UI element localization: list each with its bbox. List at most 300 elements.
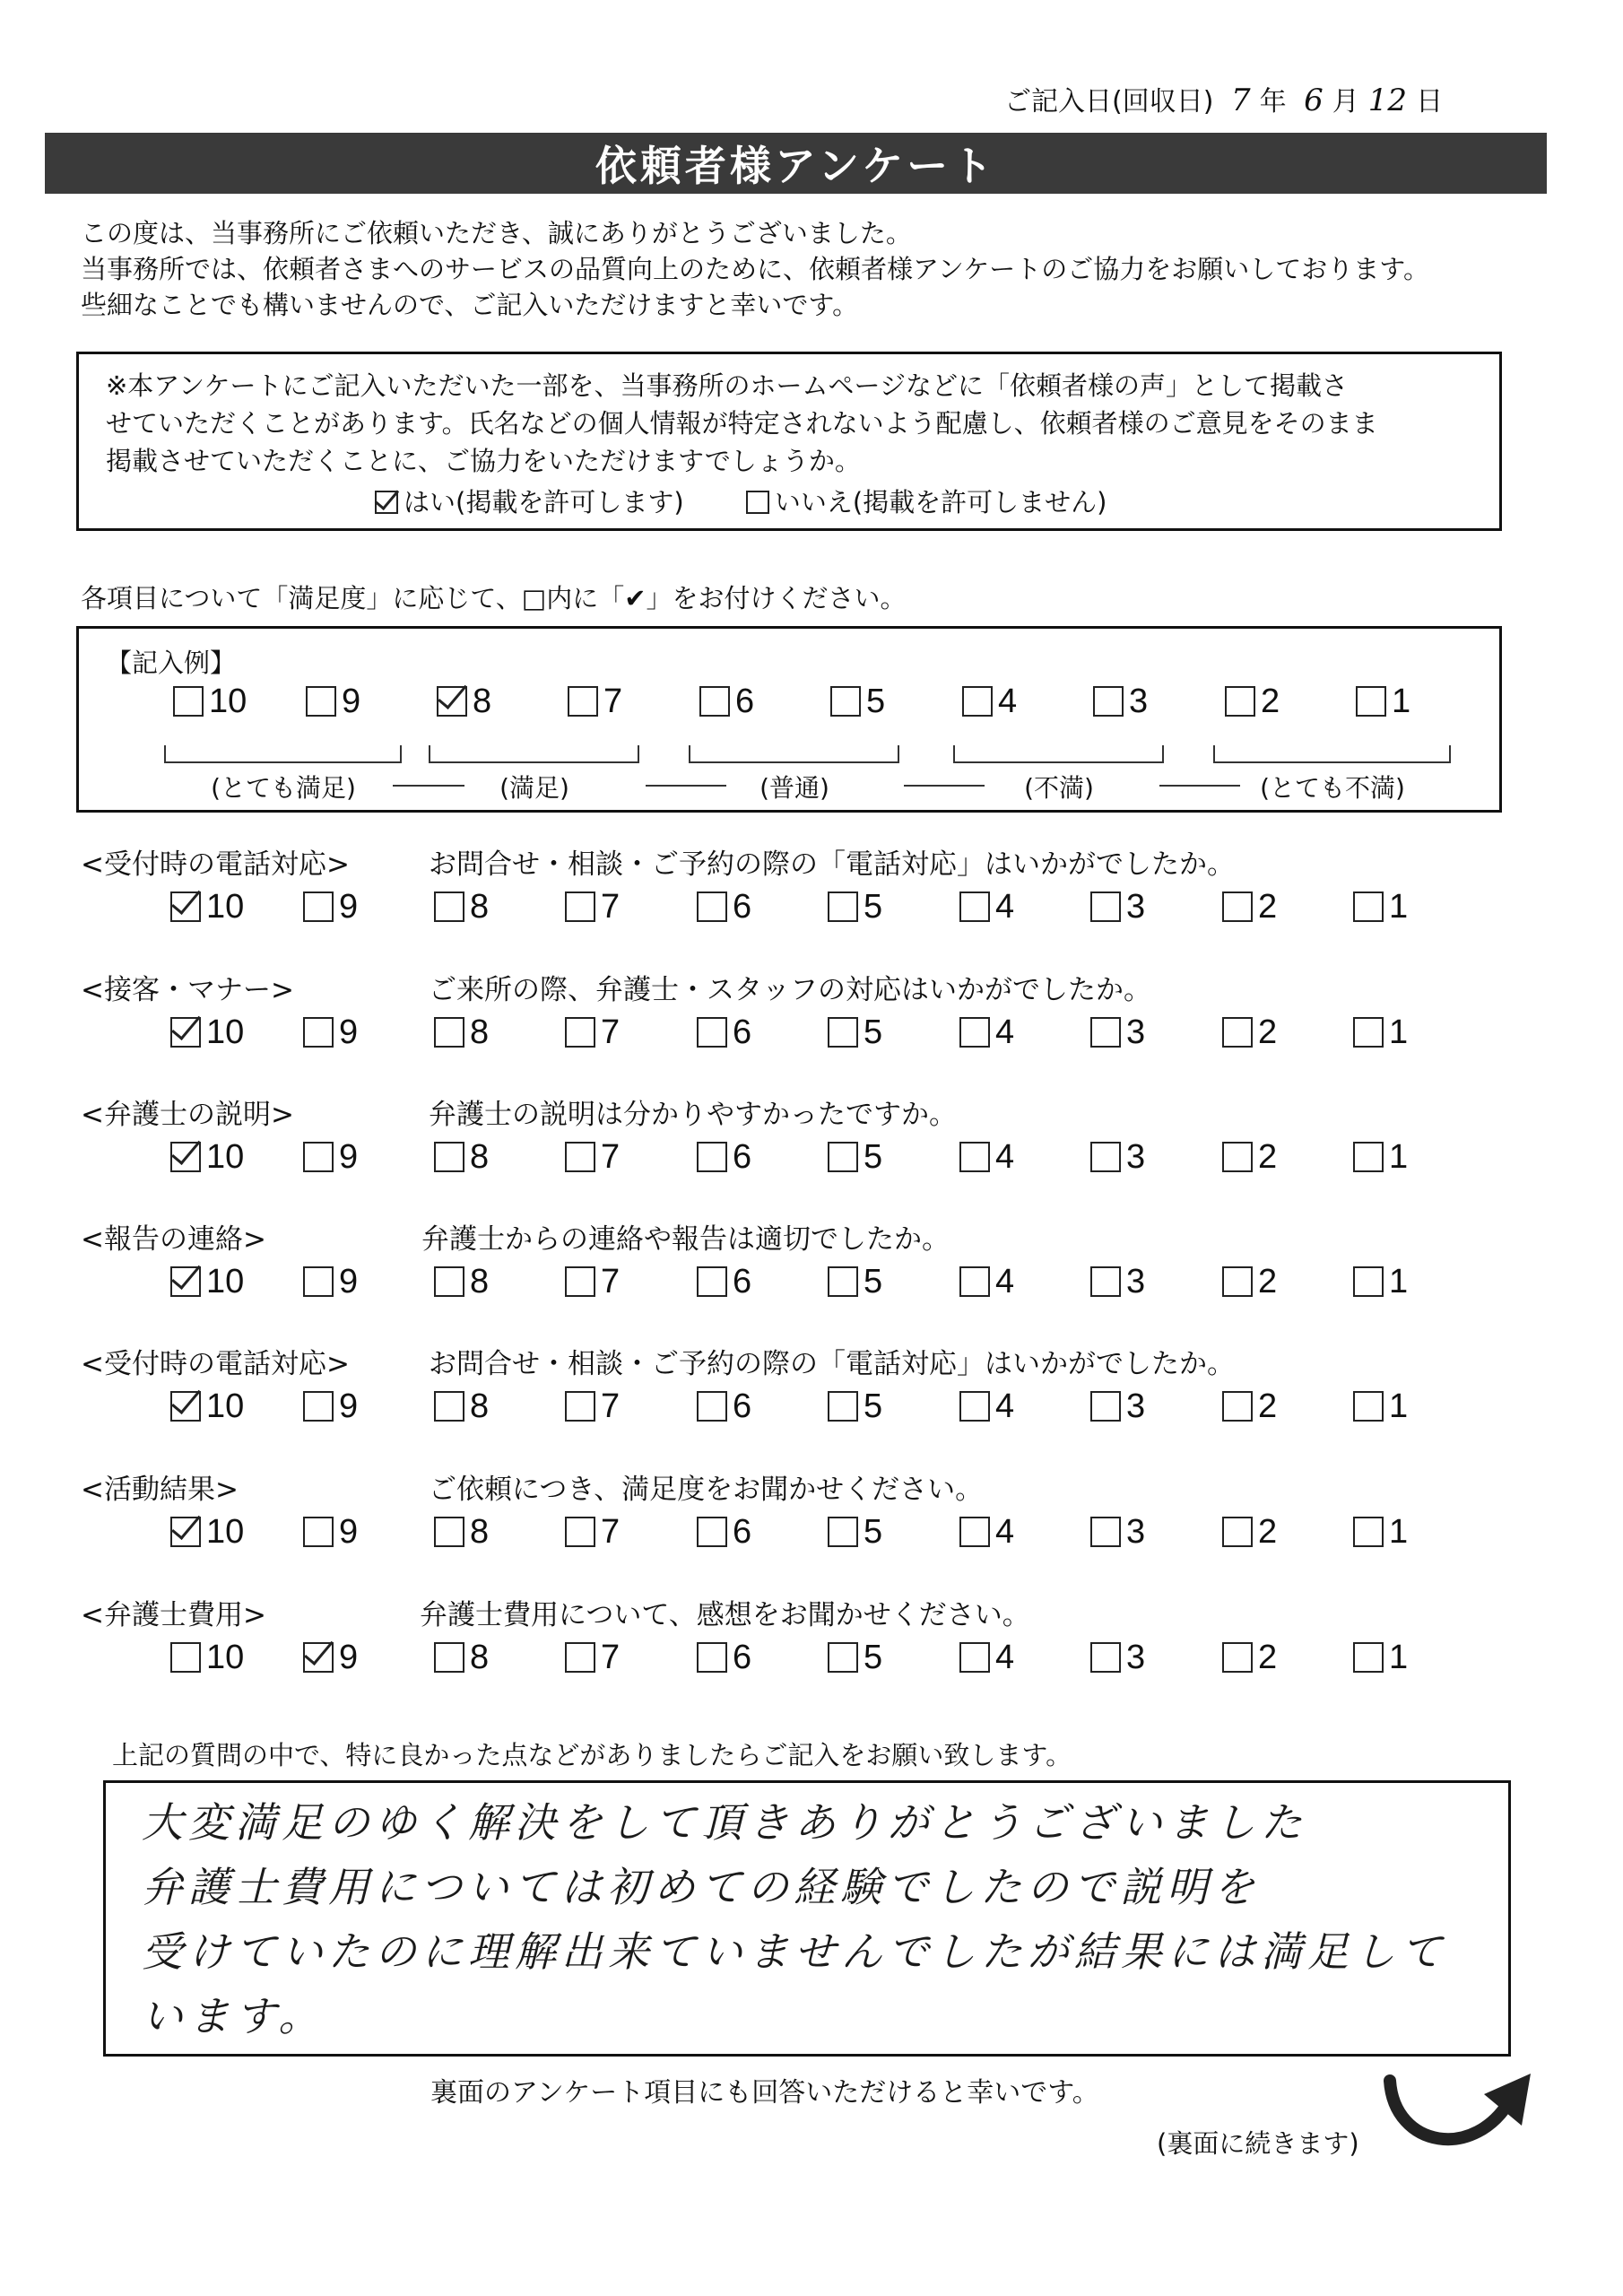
- rating-option-6[interactable]: [697, 1387, 751, 1426]
- question-heading: <活動結果>: [81, 1474, 239, 1506]
- rating-checkbox[interactable]: [697, 1642, 727, 1673]
- rating-label: 7: [601, 1513, 621, 1551]
- rating-checkbox[interactable]: [959, 1642, 990, 1673]
- rating-option-6[interactable]: [697, 1639, 751, 1677]
- consent-box: [76, 352, 1502, 531]
- rating-scale: [170, 1013, 1515, 1058]
- rating-checkbox[interactable]: [1353, 1517, 1384, 1547]
- comment-line: 受けていたのに理解出来ていませんでしたが結果には満足して: [142, 1927, 1447, 1976]
- rating-label: 7: [601, 1263, 621, 1300]
- consent-yes-label: はい(掲載を許可します): [404, 487, 684, 517]
- rating-option-8[interactable]: [434, 1263, 489, 1301]
- rating-option-5[interactable]: [828, 1138, 882, 1177]
- rating-option-6[interactable]: [697, 1263, 751, 1301]
- rating-label: 4: [995, 1387, 1015, 1425]
- date-label: ご記入日(回収日): [1004, 86, 1214, 117]
- rating-checkbox[interactable]: [434, 1517, 464, 1547]
- rating-label: 9: [339, 1387, 359, 1425]
- rating-option-4[interactable]: [959, 1263, 1014, 1301]
- rating-checkbox[interactable]: [565, 1266, 595, 1297]
- rating-label: 6: [733, 1263, 752, 1300]
- rating-option-9[interactable]: [303, 1013, 358, 1052]
- category-bracket: [1213, 745, 1451, 763]
- question-text: 弁護士からの連絡や報告は適切でしたか。: [421, 1223, 950, 1256]
- rating-option-5[interactable]: [828, 888, 882, 926]
- rating-checkbox[interactable]: [303, 1391, 334, 1422]
- rating-label: 10: [206, 1513, 245, 1551]
- rating-checkbox[interactable]: [828, 1142, 858, 1172]
- rating-checkbox[interactable]: [959, 891, 990, 922]
- rating-option-10[interactable]: [170, 1513, 244, 1552]
- rating-option-9[interactable]: [303, 1639, 358, 1677]
- turn-page-arrow-icon: [1376, 2063, 1538, 2170]
- rating-label: 2: [1258, 1387, 1278, 1425]
- date-day-value[interactable]: 12: [1367, 83, 1408, 118]
- rating-label: 3: [1126, 1013, 1146, 1051]
- rating-option-1[interactable]: [1353, 1639, 1408, 1677]
- rating-label: 9: [339, 888, 359, 926]
- rating-option-1[interactable]: [1353, 1263, 1408, 1301]
- rating-checkbox[interactable]: [1222, 1517, 1253, 1547]
- rating-option-4[interactable]: [959, 1138, 1014, 1177]
- rating-option-2[interactable]: [1222, 1639, 1277, 1677]
- rating-label: 8: [470, 1639, 490, 1676]
- question-heading: <受付時の電話対応>: [81, 1348, 350, 1380]
- rating-checkbox[interactable]: [1090, 891, 1121, 922]
- rating-scale: [170, 1639, 1515, 1683]
- rating-label: 5: [864, 1138, 883, 1176]
- rating-label: 5: [864, 1639, 883, 1676]
- rating-checkbox[interactable]: [959, 1266, 990, 1297]
- question-text: お問合せ・相談・ご予約の際の「電話対応」はいかがでしたか。: [429, 848, 1235, 881]
- rating-label: 10: [206, 1387, 245, 1425]
- rating-label: 6: [733, 1513, 752, 1551]
- rating-option-3[interactable]: [1090, 1387, 1145, 1426]
- category-dash: [393, 785, 464, 787]
- rating-option-7[interactable]: [565, 1513, 620, 1552]
- rating-checkbox[interactable]: [170, 1017, 201, 1048]
- rating-checkbox[interactable]: [828, 1017, 858, 1048]
- question-heading: <接客・マナー>: [81, 974, 294, 1006]
- rating-label: 10: [206, 1138, 245, 1176]
- example-category-labels: [79, 745, 1499, 803]
- intro-line: 当事務所では、依頼者さまへのサービスの品質向上のために、依頼者様アンケートのご協力をお願いしております。: [81, 254, 1429, 284]
- intro-text: [81, 215, 1429, 323]
- rating-label: 9: [339, 1138, 359, 1176]
- comment-box[interactable]: [103, 1780, 1511, 2057]
- rating-option-7[interactable]: [565, 1639, 620, 1677]
- rating-label: 5: [864, 888, 883, 926]
- rating-checkbox[interactable]: [565, 1391, 595, 1422]
- rating-option-8[interactable]: [434, 1513, 489, 1552]
- rating-label: 3: [1126, 1513, 1146, 1551]
- consent-no-label: いいえ(掲載を許可しません): [774, 487, 1107, 517]
- rating-checkbox[interactable]: [828, 1642, 858, 1673]
- rating-option-4[interactable]: [959, 1513, 1014, 1552]
- rating-label: 10: [206, 888, 245, 926]
- rating-option-10[interactable]: [170, 888, 244, 926]
- rating-checkbox[interactable]: [699, 686, 730, 717]
- rating-option-10[interactable]: [170, 1013, 244, 1052]
- rating-label: 7: [601, 1639, 621, 1676]
- rating-checkbox[interactable]: [828, 1391, 858, 1422]
- rating-checkbox[interactable]: [1353, 891, 1384, 922]
- rating-label: 7: [601, 1138, 621, 1176]
- rating-option-7[interactable]: [565, 1263, 620, 1301]
- rating-checkbox[interactable]: [437, 686, 467, 717]
- rating-option-3[interactable]: [1090, 1513, 1145, 1552]
- date-year-unit: 年: [1259, 86, 1287, 117]
- rating-option-6[interactable]: [697, 888, 751, 926]
- rating-option-5[interactable]: [830, 683, 885, 721]
- rating-label: 6: [733, 1387, 752, 1425]
- submission-date: [1004, 79, 1443, 118]
- rating-option-5[interactable]: [828, 1513, 882, 1552]
- rating-label: 8: [470, 1138, 490, 1176]
- rating-label: 1: [1389, 1639, 1409, 1676]
- rating-checkbox[interactable]: [1093, 686, 1124, 717]
- rating-option-1[interactable]: [1353, 1513, 1408, 1552]
- rating-checkbox[interactable]: [565, 1017, 595, 1048]
- rating-label: 7: [601, 1387, 621, 1425]
- rating-label: 1: [1392, 683, 1411, 720]
- rating-label: 1: [1389, 1387, 1409, 1425]
- rating-label: 8: [470, 1513, 490, 1551]
- rating-checkbox[interactable]: [303, 1517, 334, 1547]
- back-page-note: 裏面のアンケート項目にも回答いただけると幸いです。: [430, 2077, 1099, 2109]
- rating-checkbox[interactable]: [170, 1642, 201, 1673]
- category-label-very-satisfied: (とても満足): [211, 773, 356, 803]
- rating-checkbox[interactable]: [959, 1391, 990, 1422]
- rating-option-2[interactable]: [1222, 888, 1277, 926]
- rating-option-5[interactable]: [828, 1013, 882, 1052]
- category-dash: [646, 785, 726, 787]
- rating-option-8[interactable]: [434, 1138, 489, 1177]
- date-month-unit: 月: [1332, 86, 1359, 117]
- rating-checkbox[interactable]: [434, 1266, 464, 1297]
- rating-checkbox[interactable]: [828, 891, 858, 922]
- rating-option-2[interactable]: [1222, 1263, 1277, 1301]
- rating-label: 2: [1261, 683, 1280, 720]
- rating-option-2[interactable]: [1225, 683, 1280, 721]
- rating-checkbox[interactable]: [170, 1517, 201, 1547]
- rating-option-4[interactable]: [962, 683, 1017, 721]
- rating-label: 1: [1389, 1138, 1409, 1176]
- rating-option-9[interactable]: [303, 1138, 358, 1177]
- rating-label: 1: [1389, 1013, 1409, 1051]
- rating-checkbox[interactable]: [1090, 1017, 1121, 1048]
- rating-label: 4: [995, 1639, 1015, 1676]
- rating-checkbox[interactable]: [1222, 1391, 1253, 1422]
- rating-checkbox[interactable]: [170, 1391, 201, 1422]
- rating-checkbox[interactable]: [959, 1517, 990, 1547]
- rating-checkbox[interactable]: [434, 1017, 464, 1048]
- rating-checkbox[interactable]: [303, 1017, 334, 1048]
- rating-checkbox[interactable]: [1353, 1266, 1384, 1297]
- rating-option-3[interactable]: [1090, 1013, 1145, 1052]
- rating-checkbox[interactable]: [303, 891, 334, 922]
- rating-checkbox[interactable]: [697, 1266, 727, 1297]
- rating-option-1[interactable]: [1353, 1387, 1408, 1426]
- rating-label: 8: [470, 1387, 490, 1425]
- rating-checkbox[interactable]: [697, 1142, 727, 1172]
- question-heading: <弁護士費用>: [81, 1599, 266, 1631]
- rating-option-2[interactable]: [1222, 1013, 1277, 1052]
- comment-line: 弁護士費用については初めての経験でしたので説明を: [142, 1863, 1261, 1911]
- rating-label: 3: [1126, 1639, 1146, 1676]
- rating-label: 10: [206, 1013, 245, 1051]
- rating-checkbox[interactable]: [830, 686, 861, 717]
- question-text: ご来所の際、弁護士・スタッフの対応はいかがでしたか。: [429, 974, 1151, 1006]
- rating-checkbox[interactable]: [170, 1142, 201, 1172]
- rating-option-2[interactable]: [1222, 1138, 1277, 1177]
- rating-option-10[interactable]: [170, 1263, 244, 1301]
- rating-checkbox[interactable]: [959, 1017, 990, 1048]
- category-bracket: [429, 745, 639, 763]
- rating-option-5[interactable]: [828, 1263, 882, 1301]
- rating-checkbox[interactable]: [1090, 1391, 1121, 1422]
- rating-option-7[interactable]: [565, 888, 620, 926]
- rating-checkbox[interactable]: [434, 1642, 464, 1673]
- rating-checkbox[interactable]: [568, 686, 598, 717]
- rating-option-8[interactable]: [434, 1639, 489, 1677]
- rating-label: 10: [206, 1639, 245, 1676]
- rating-label: 8: [473, 683, 492, 720]
- consent-note: [106, 367, 1472, 480]
- rating-checkbox[interactable]: [1353, 1642, 1384, 1673]
- consent-note-line: ※本アンケートにご記入いただいた一部を、当事務所のホームページなどに「依頼者様の声」として掲載さ: [106, 370, 1348, 401]
- date-day-unit: 日: [1416, 86, 1444, 117]
- rating-label: 6: [733, 1013, 752, 1051]
- rating-label: 6: [733, 888, 752, 926]
- rating-option-9[interactable]: [303, 1263, 358, 1301]
- comment-prompt: 上記の質問の中で、特に良かった点などがありましたらご記入をお願い致します。: [112, 1740, 1072, 1770]
- rating-label: 6: [733, 1639, 752, 1676]
- question-heading: <弁護士の説明>: [81, 1099, 294, 1131]
- rating-option-1[interactable]: [1353, 1013, 1408, 1052]
- rating-checkbox[interactable]: [697, 1391, 727, 1422]
- rating-label: 2: [1258, 888, 1278, 926]
- rating-checkbox[interactable]: [565, 891, 595, 922]
- rating-scale: [170, 1138, 1515, 1183]
- rating-label: 4: [998, 683, 1018, 720]
- rating-option-1[interactable]: [1353, 888, 1408, 926]
- category-label-very-dissatisfied: (とても不満): [1260, 773, 1405, 803]
- rating-checkbox[interactable]: [697, 891, 727, 922]
- rating-checkbox[interactable]: [697, 1017, 727, 1048]
- rating-option-3[interactable]: [1093, 683, 1148, 721]
- example-label: 【記入例】: [106, 648, 237, 678]
- rating-label: 10: [206, 1263, 245, 1300]
- rating-option-8[interactable]: [434, 1013, 489, 1052]
- question-text: 弁護士費用について、感想をお聞かせください。: [420, 1599, 1030, 1631]
- rating-option-10[interactable]: [173, 683, 247, 721]
- rating-checkbox[interactable]: [962, 686, 993, 717]
- category-dash: [1159, 785, 1240, 787]
- rating-checkbox[interactable]: [1090, 1266, 1121, 1297]
- rating-checkbox[interactable]: [1222, 1142, 1253, 1172]
- rating-checkbox[interactable]: [1225, 686, 1255, 717]
- rating-label: 7: [601, 888, 621, 926]
- question-text: 弁護士の説明は分かりやすかったですか。: [429, 1099, 957, 1131]
- rating-label: 3: [1126, 1263, 1146, 1300]
- rating-option-8[interactable]: [437, 683, 491, 721]
- rating-checkbox[interactable]: [170, 1266, 201, 1297]
- rating-scale: [170, 1387, 1515, 1432]
- rating-option-7[interactable]: [565, 1387, 620, 1426]
- rating-label: 4: [995, 1513, 1015, 1551]
- category-label-satisfied: (満足): [499, 773, 569, 803]
- rating-option-7[interactable]: [565, 1013, 620, 1052]
- rating-option-3[interactable]: [1090, 1138, 1145, 1177]
- consent-options: [106, 483, 1472, 521]
- rating-option-6[interactable]: [697, 1013, 751, 1052]
- rating-option-4[interactable]: [959, 1013, 1014, 1052]
- rating-checkbox[interactable]: [1353, 1391, 1384, 1422]
- intro-line: 些細なことでも構いませんので、ご記入いただけますと幸いです。: [81, 290, 859, 320]
- rating-option-2[interactable]: [1222, 1513, 1277, 1552]
- rating-checkbox[interactable]: [1353, 1017, 1384, 1048]
- rating-label: 3: [1126, 1138, 1146, 1176]
- rating-label: 10: [209, 683, 247, 720]
- rating-label: 4: [995, 888, 1015, 926]
- rating-scale: [170, 1263, 1515, 1308]
- consent-note-line: 掲載させていただくことに、ご協力をいただけますでしょうか。: [106, 446, 861, 476]
- rating-option-7[interactable]: [565, 1138, 620, 1177]
- rating-option-1[interactable]: [1353, 1138, 1408, 1177]
- rating-checkbox[interactable]: [434, 1142, 464, 1172]
- rating-option-4[interactable]: [959, 888, 1014, 926]
- rating-checkbox[interactable]: [1090, 1142, 1121, 1172]
- rating-label: 2: [1258, 1263, 1278, 1300]
- rating-option-1[interactable]: [1356, 683, 1410, 721]
- rating-label: 1: [1389, 1263, 1409, 1300]
- rating-label: 3: [1126, 888, 1146, 926]
- rating-checkbox[interactable]: [828, 1266, 858, 1297]
- consent-yes-option[interactable]: [375, 487, 692, 517]
- rating-option-9[interactable]: [303, 1513, 358, 1552]
- rating-checkbox[interactable]: [303, 1266, 334, 1297]
- rating-label: 9: [339, 1263, 359, 1300]
- rating-option-10[interactable]: [170, 1138, 244, 1177]
- rating-option-9[interactable]: [303, 1387, 358, 1426]
- rating-label: 7: [603, 683, 623, 720]
- rating-option-8[interactable]: [434, 1387, 489, 1426]
- rating-option-9[interactable]: [303, 888, 358, 926]
- rating-scale: [170, 888, 1515, 933]
- rating-option-5[interactable]: [828, 1639, 882, 1677]
- question-heading: <受付時の電話対応>: [81, 848, 350, 881]
- question-heading: <報告の連絡>: [81, 1223, 266, 1256]
- rating-option-3[interactable]: [1090, 888, 1145, 926]
- rating-option-3[interactable]: [1090, 1263, 1145, 1301]
- rating-label: 2: [1258, 1639, 1278, 1676]
- category-label-dissatisfied: (不満): [1024, 773, 1094, 803]
- rating-checkbox[interactable]: [1222, 1642, 1253, 1673]
- comment-line: 大変満足のゆく解決をして頂きありがとうございました: [142, 1798, 1307, 1847]
- rating-checkbox[interactable]: [1222, 1017, 1253, 1048]
- rating-label: 5: [864, 1013, 883, 1051]
- consent-note-line: せていただくことがあります。氏名などの個人情報が特定されないよう配慮し、依頼者様のご意見をそのまま: [106, 408, 1378, 439]
- rating-option-9[interactable]: [306, 683, 360, 721]
- instruction-text: 各項目について「満足度」に応じて、□内に「✔」をお付けください。: [81, 583, 907, 613]
- rating-checkbox[interactable]: [1222, 1266, 1253, 1297]
- rating-label: 4: [995, 1263, 1015, 1300]
- rating-label: 2: [1258, 1138, 1278, 1176]
- rating-option-8[interactable]: [434, 888, 489, 926]
- rating-label: 2: [1258, 1513, 1278, 1551]
- consent-no-checkbox[interactable]: [746, 491, 769, 514]
- rating-option-7[interactable]: [568, 683, 622, 721]
- date-month-value[interactable]: 6: [1304, 83, 1324, 118]
- rating-label: 6: [735, 683, 755, 720]
- rating-checkbox[interactable]: [434, 891, 464, 922]
- rating-checkbox[interactable]: [828, 1517, 858, 1547]
- rating-checkbox[interactable]: [1090, 1642, 1121, 1673]
- rating-option-6[interactable]: [697, 1513, 751, 1552]
- question-text: お問合せ・相談・ご予約の際の「電話対応」はいかがでしたか。: [429, 1348, 1235, 1380]
- rating-checkbox[interactable]: [303, 1142, 334, 1172]
- intro-line: この度は、当事務所にご依頼いただき、誠にありがとうございました。: [81, 218, 912, 248]
- consent-no-option[interactable]: [746, 487, 1107, 517]
- rating-checkbox[interactable]: [303, 1642, 334, 1673]
- rating-label: 1: [1389, 888, 1409, 926]
- rating-checkbox[interactable]: [170, 891, 201, 922]
- rating-option-5[interactable]: [828, 1387, 882, 1426]
- category-bracket: [953, 745, 1164, 763]
- rating-checkbox[interactable]: [1090, 1517, 1121, 1547]
- rating-checkbox[interactable]: [306, 686, 336, 717]
- rating-label: 2: [1258, 1013, 1278, 1051]
- rating-label: 5: [864, 1513, 883, 1551]
- date-year-value[interactable]: 7: [1230, 83, 1251, 118]
- rating-checkbox[interactable]: [565, 1642, 595, 1673]
- rating-option-4[interactable]: [959, 1639, 1014, 1677]
- rating-label: 8: [470, 1013, 490, 1051]
- rating-label: 8: [470, 888, 490, 926]
- rating-option-6[interactable]: [699, 683, 754, 721]
- rating-label: 8: [470, 1263, 490, 1300]
- rating-option-6[interactable]: [697, 1138, 751, 1177]
- category-label-neutral: (普通): [759, 773, 829, 803]
- rating-option-10[interactable]: [170, 1387, 244, 1426]
- rating-option-2[interactable]: [1222, 1387, 1277, 1426]
- example-box: [76, 626, 1502, 813]
- rating-label: 9: [339, 1513, 359, 1551]
- rating-option-3[interactable]: [1090, 1639, 1145, 1677]
- rating-checkbox[interactable]: [565, 1517, 595, 1547]
- rating-option-10[interactable]: [170, 1639, 244, 1677]
- rating-label: 9: [339, 1639, 359, 1676]
- rating-label: 1: [1389, 1513, 1409, 1551]
- rating-checkbox[interactable]: [434, 1391, 464, 1422]
- rating-checkbox[interactable]: [959, 1142, 990, 1172]
- rating-checkbox[interactable]: [173, 686, 204, 717]
- rating-checkbox[interactable]: [1353, 1142, 1384, 1172]
- rating-scale: [170, 1513, 1515, 1558]
- rating-checkbox[interactable]: [1356, 686, 1386, 717]
- rating-checkbox[interactable]: [1222, 891, 1253, 922]
- rating-label: 3: [1129, 683, 1149, 720]
- rating-label: 5: [864, 1387, 883, 1425]
- category-bracket: [689, 745, 899, 763]
- rating-checkbox[interactable]: [565, 1142, 595, 1172]
- category-dash: [904, 785, 985, 787]
- rating-option-4[interactable]: [959, 1387, 1014, 1426]
- rating-label: 5: [864, 1263, 883, 1300]
- rating-checkbox[interactable]: [697, 1517, 727, 1547]
- consent-yes-checkbox[interactable]: [375, 491, 398, 514]
